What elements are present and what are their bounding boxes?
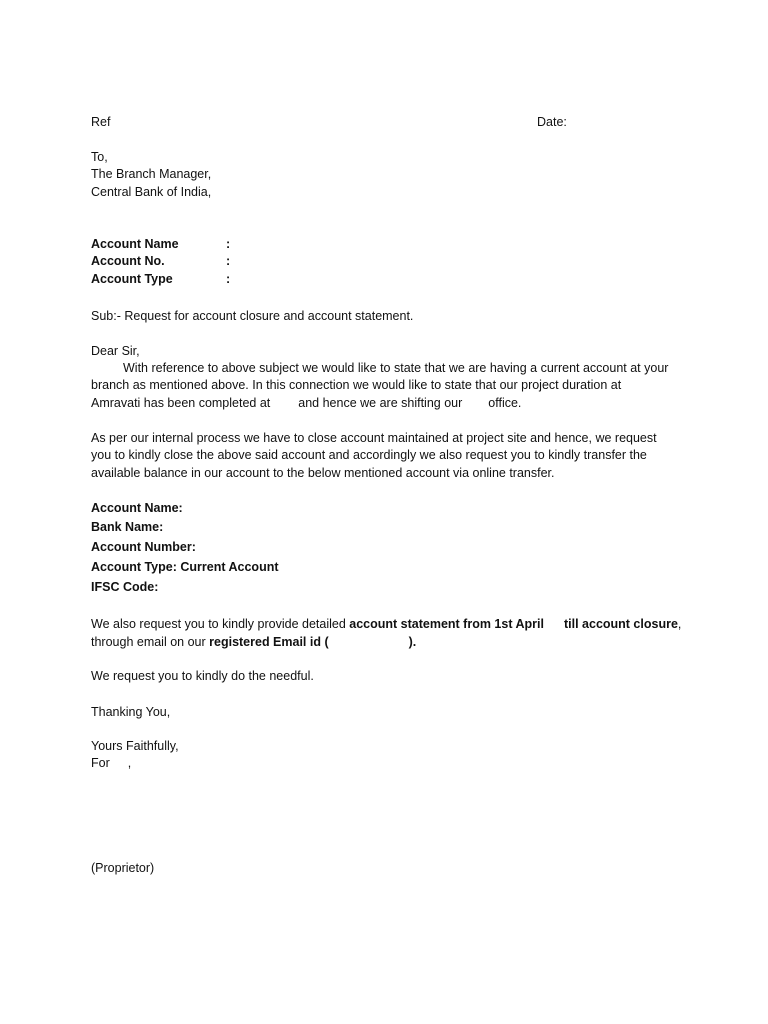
account-name-label: Account Name (91, 237, 179, 251)
date-label: Date: (537, 115, 567, 129)
para3-line-1 (91, 616, 681, 634)
for-line-a: For (91, 756, 110, 770)
account-name-colon: : (226, 237, 231, 251)
salutation: Dear Sir, (91, 344, 140, 358)
para3-l2-b: registered Email id ( (209, 635, 329, 649)
account-no-label: Account No. (91, 254, 165, 268)
para3-line-2 (91, 634, 416, 652)
addressee-to: To, (91, 150, 108, 164)
para3-l2-c: ). (408, 635, 417, 649)
account-no-colon: : (226, 254, 231, 268)
para2-line-2: you to kindly close the above said account and accordingly we also request you to kindly transfer the (91, 448, 647, 462)
para1-line-3-a: Amravati has been completed at (91, 396, 271, 410)
transfer-ifsc-code: IFSC Code: (91, 580, 159, 594)
addressee-line-1: The Branch Manager, (91, 167, 212, 181)
addressee-line-2: Central Bank of India, (91, 185, 212, 199)
closing-line: Yours Faithfully, (91, 739, 179, 753)
subject-line: Sub:- Request for account closure and account statement. (91, 309, 414, 323)
signatory-line: (Proprietor) (91, 861, 155, 875)
para1-line-3-c: office. (488, 396, 522, 410)
transfer-bank-name: Bank Name: (91, 520, 164, 534)
transfer-account-type: Account Type: Current Account (91, 560, 279, 574)
ref-label: Ref (91, 115, 111, 129)
para3-l1-a: We also request you to kindly provide detailed (91, 617, 350, 631)
for-line (91, 755, 131, 773)
needful-line: We request you to kindly do the needful. (91, 669, 314, 683)
account-type-label: Account Type (91, 272, 173, 286)
para1-line-1-text: With reference to above subject we would like to state that we are having a current account at your (123, 361, 669, 375)
para1-line-1 (91, 360, 668, 378)
para3-l1-c: till account closure (563, 617, 678, 631)
para1-line-3 (91, 395, 521, 413)
para3-l2-a: through email on our (91, 635, 210, 649)
thanks-line: Thanking You, (91, 705, 171, 719)
for-line-b: , (127, 756, 132, 770)
para3-l1-d: , (677, 617, 682, 631)
para2-line-1: As per our internal process we have to close account maintained at project site and hence, we request (91, 431, 657, 445)
para1-line-2: branch as mentioned above. In this connection we would like to state that our project duration at (91, 378, 622, 392)
para1-line-3-b: and hence we are shifting our (298, 396, 463, 410)
transfer-account-name: Account Name: (91, 501, 183, 515)
transfer-account-number: Account Number: (91, 540, 196, 554)
para2-line-3: available balance in our account to the below mentioned account via online transfer. (91, 466, 555, 480)
account-type-colon: : (226, 272, 231, 286)
para3-l1-b: account statement from 1st April (349, 617, 544, 631)
